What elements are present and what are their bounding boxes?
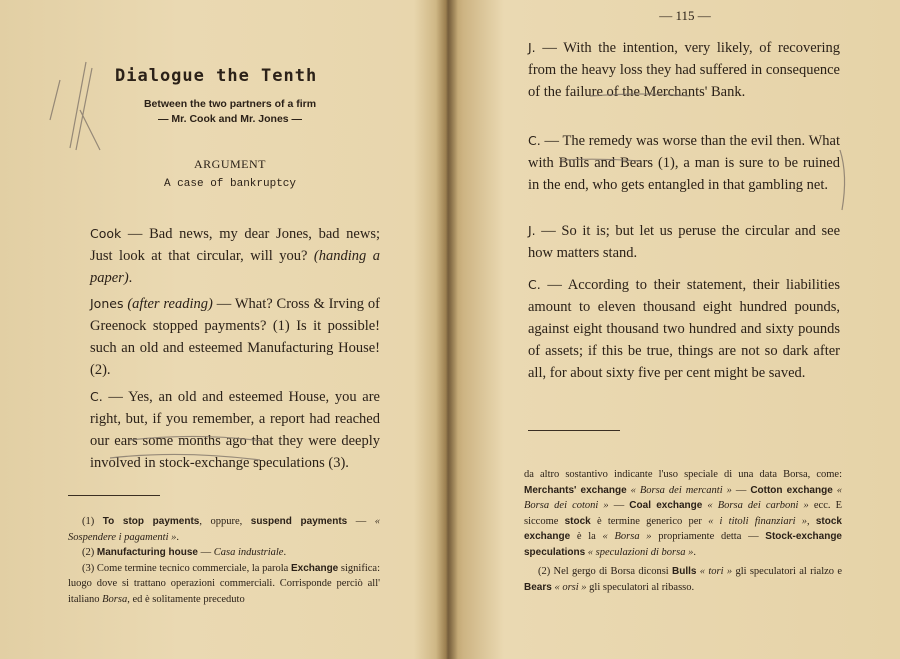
- footnote-translation: « speculazioni di borsa »: [585, 546, 694, 558]
- pencil-stroke: [70, 62, 86, 148]
- footnote-text: ,: [807, 515, 816, 527]
- footnote-text: , oppure,: [199, 516, 251, 527]
- footnote-text: —: [613, 500, 630, 511]
- footnote-term: To stop payments: [102, 516, 200, 527]
- footnote-text: è la: [570, 531, 603, 542]
- subtitle-line-2: — Mr. Cook and Mr. Jones —: [157, 113, 303, 125]
- footnote-text: .: [176, 531, 180, 543]
- footnote-text: è termine generico per: [590, 515, 709, 527]
- footnote-text: (2) Nel gergo di Borsa diconsi: [538, 566, 673, 577]
- dialogue-title: Dialogue the Tenth: [115, 66, 318, 86]
- footnote-term: Cotton exchange: [750, 484, 833, 496]
- speaker-name: J.: [528, 40, 536, 55]
- speaker-name: Jones: [90, 296, 124, 311]
- pencil-stroke: [50, 80, 60, 120]
- footnote-term: Stock-exchange speculations: [524, 531, 842, 558]
- paragraph-text: — Yes, an old and esteemed House, you are right, but, if you remember, a report had reached our ears some months ago that they were deeply involved in stock-exchange speculations (3).: [90, 389, 380, 471]
- pencil-stroke: [76, 68, 100, 150]
- footnote-translation: Casa industriale: [213, 547, 284, 558]
- footnote-term: suspend payments: [250, 516, 348, 527]
- footnote-text: gli speculatori al ribasso.: [589, 581, 695, 593]
- footnote-term: stock: [564, 515, 591, 527]
- footnote-term: Bulls: [672, 566, 697, 577]
- speaker-name: Cook: [90, 226, 122, 241]
- argument-text: A case of bankruptcy: [163, 178, 297, 190]
- speaker-name: C.: [528, 277, 541, 292]
- footnote-number: (1): [82, 516, 103, 527]
- speaker-name: C.: [528, 133, 541, 148]
- footnote-number: (2): [82, 547, 97, 558]
- footnote-translation: « Borsa »: [602, 531, 652, 542]
- footnote-translation: « Borsa dei cotoni »: [524, 484, 843, 511]
- speaker-name: J.: [528, 223, 536, 238]
- paragraph-text: — What? Cross & Irving of Greenock stopped payments? (1) Is it possible! such an old and esteemed Manufacturing House! (2).: [90, 296, 380, 378]
- footnote-term: Manufacturing house: [96, 547, 198, 558]
- pencil-underline: [590, 94, 690, 96]
- subtitle-line-1: Between the two partners of a firm: [143, 98, 317, 110]
- footnote-term: Merchants' exchange: [524, 484, 627, 496]
- footnote-text: .: [283, 547, 287, 558]
- speaker-name: C.: [90, 389, 103, 404]
- stage-direction: (handing a paper): [90, 248, 381, 286]
- pencil-stroke: [840, 150, 845, 210]
- footnote-translation: « i titoli finanziari »: [708, 515, 808, 527]
- footnote-text: ecc. E siccome: [524, 500, 842, 527]
- footnote-term: Coal exchange: [629, 500, 703, 511]
- footnote-translation: « Sospendere i pagamenti »: [68, 516, 380, 543]
- footnote-text: —: [735, 484, 751, 496]
- footnote-translation: « orsi »: [551, 581, 590, 593]
- footnote-text: —: [347, 516, 375, 527]
- page-number: — 115 —: [659, 8, 711, 23]
- paragraph-text: — According to their statement, their liabilities amount to eleven thousand eight hundred pounds, against eight thousand two hundred and sixty pounds of assets; if this be true, things are not so dark after all, for about sixty five per cent might be saved.: [528, 277, 840, 381]
- pencil-underline: [560, 159, 640, 161]
- footnote-text: , ed è solitamente preceduto: [127, 593, 245, 605]
- footnote-text: propriamente detta —: [651, 531, 766, 542]
- paragraph-text: — With the intention, very likely, of recovering from the heavy loss they had suffered in consequence of the failure of the Merchants' Bank.: [528, 40, 840, 100]
- footnote-text: gli speculatori al rialzo e: [735, 566, 842, 577]
- footnote-translation: « tori »: [696, 566, 736, 577]
- argument-heading: ARGUMENT: [194, 157, 266, 171]
- footnote-translation: « Borsa dei carboni »: [702, 500, 814, 511]
- stage-direction: (after reading): [123, 296, 213, 312]
- paragraph-text: — So it is; but let us peruse the circular and see how matters stand.: [528, 223, 840, 261]
- footnote-translation: « Borsa dei mercanti »: [626, 484, 736, 496]
- paragraph-text: — Bad news, my dear Jones, bad news; Just look at that circular, will you?: [90, 226, 380, 264]
- footnote-text: significa: luogo dove si trattano operazioni commerciali. Corrisponde perciò all' italiano: [68, 562, 380, 605]
- pencil-underline: [110, 454, 260, 460]
- footnote-term: Exchange: [291, 562, 339, 574]
- paragraph-text: — The remedy was worse than the evil then. What with Bulls and Bears (1), a man is sure to be ruined in the end, who gets entangled in that gambling net.: [528, 133, 840, 193]
- footnote-term: stock exchange: [524, 515, 842, 542]
- paragraph-end: .: [128, 270, 133, 286]
- footnote-text: da altro sostantivo indicante l'uso speciale di una data Borsa, come:: [524, 469, 842, 480]
- pencil-underline: [130, 436, 270, 442]
- footnote-text: —: [198, 547, 214, 558]
- footnote-translation: Borsa: [102, 593, 128, 605]
- footnote-text: .: [693, 546, 696, 558]
- footnote-text: (3) Come termine tecnico commerciale, la parola: [82, 562, 291, 574]
- footnote-term: Bears: [524, 581, 552, 593]
